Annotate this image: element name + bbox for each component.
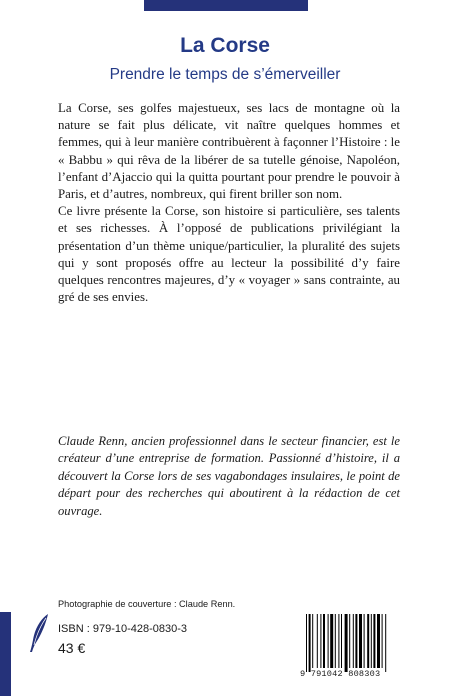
book-subtitle: Prendre le temps de s’émerveiller [109, 66, 341, 83]
feather-icon [28, 613, 50, 653]
barcode-digits: 9 791042 808303 [300, 669, 381, 679]
isbn-label: ISBN : 979-10-428-0830-3 [58, 623, 188, 635]
summary-paragraph: Ce livre présente la Corse, son histoire si particulière, ses talents et ses richesses. À l’opposé de publications privilégiant la présentation d’un thème unique/particulier, la pluralité des sujets qui y sont proposés offre au lecteur la possibilité d’y faire quelques rencontres majeures, d’y « voyager » sans contrainte, au gré de ses envies. [58, 204, 400, 305]
photo-credit: Photographie de couverture : Claude Renn. [58, 599, 236, 609]
left-accent-bar [0, 612, 11, 696]
book-title: La Corse [180, 34, 270, 57]
author-bio: Claude Renn, ancien professionnel dans le secteur financier, est le créateur d’une entreprise de formation. Passionné d’histoire, il a découvert la Corse lors de ses vagabondages insulaires, le point de départ pour des recherches qui aboutirent à la rédaction de cet ouvrage. [58, 434, 400, 518]
summary-paragraph: La Corse, ses golfes majestueux, ses lacs de montagne où la nature se fait plus délicate, vit naître quelques hommes et femmes, qui à leur manière contribuèrent à façonner l’Histoire : le « Babbu » qui rêva de la libérer de sa tutelle génoise, Napoléon, l’enfant d’Ajaccio qui la quitta pourtant pour prendre le pouvoir à Paris, et d’autres, nombreux, qui firent briller son nom. [58, 101, 400, 202]
book-summary [58, 100, 400, 306]
top-accent-bar [144, 0, 308, 11]
price-label: 43 € [58, 640, 86, 656]
